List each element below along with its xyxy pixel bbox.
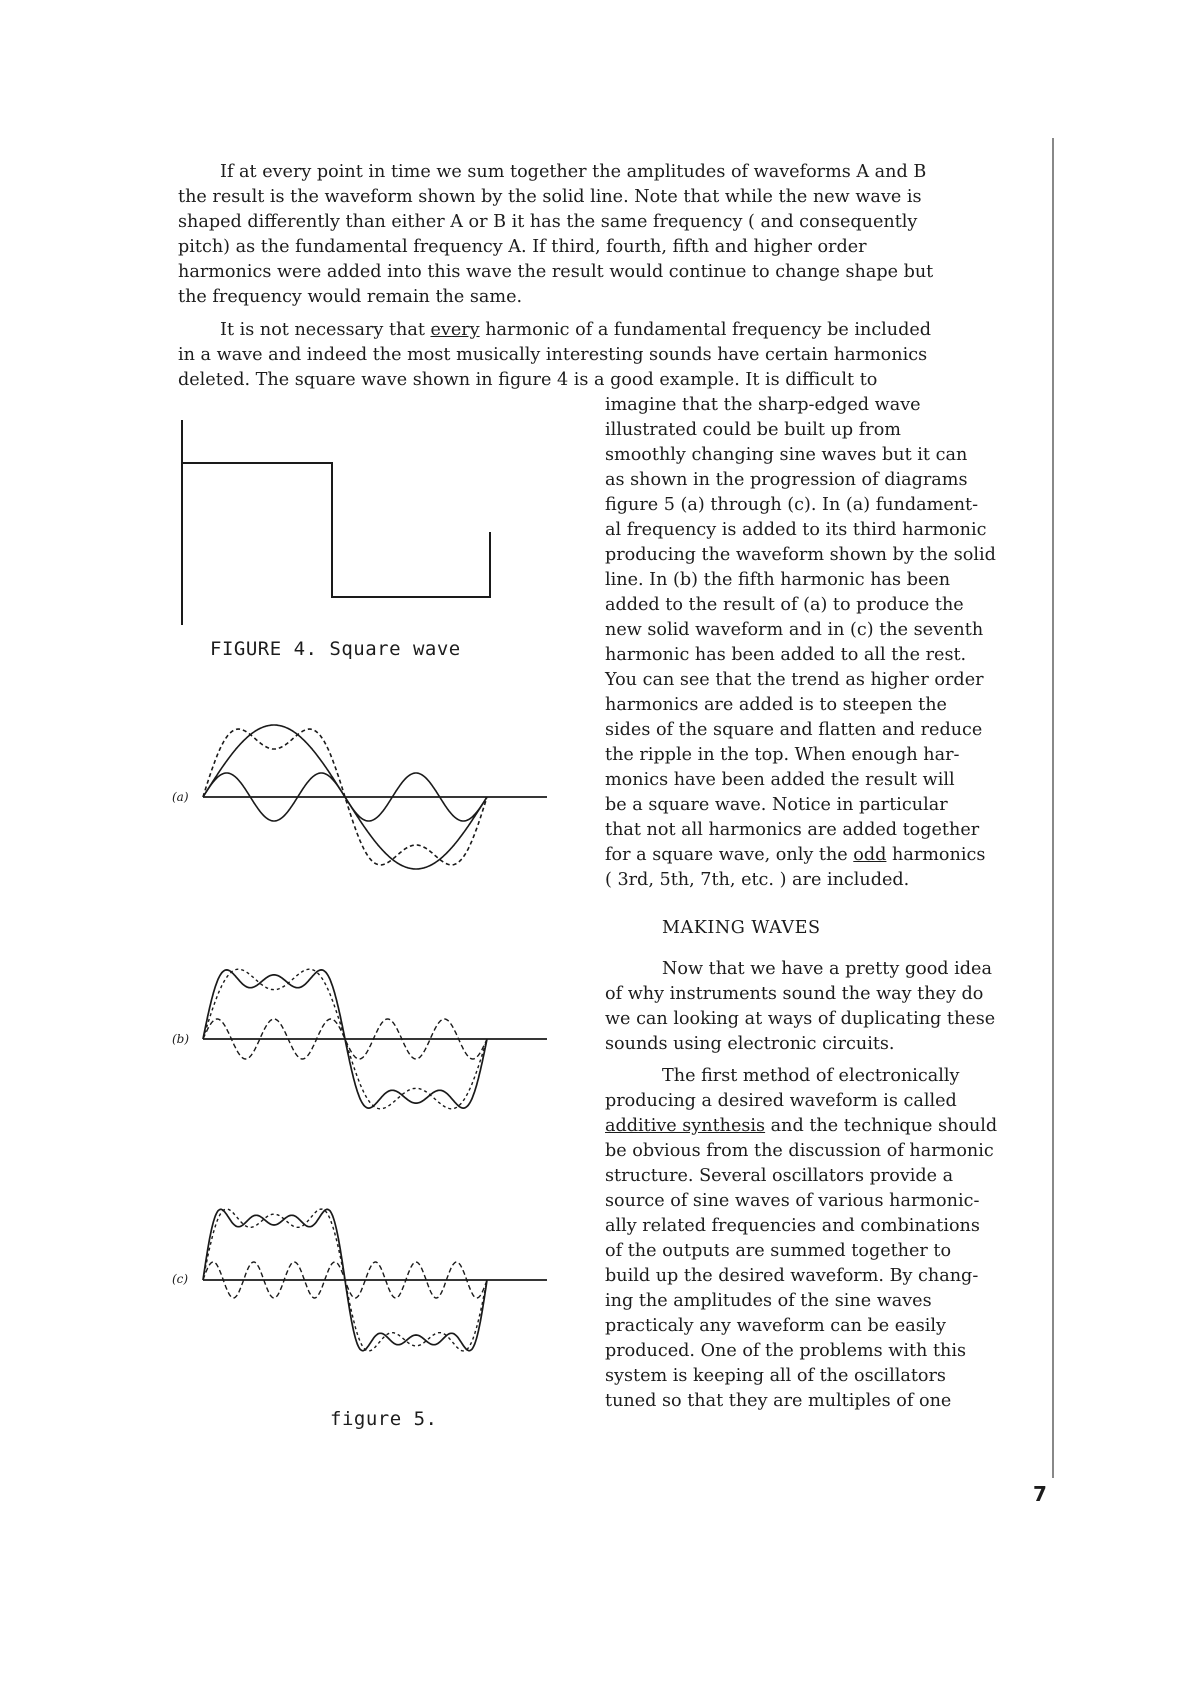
figure-5c-label: (c) bbox=[172, 1272, 189, 1286]
text-line: harmonics are added is to steepen the bbox=[605, 695, 947, 715]
text-line: monics have been added the result will bbox=[605, 770, 955, 790]
text-line: be a square wave. Notice in particular bbox=[605, 795, 948, 815]
figure-5a-diagram bbox=[175, 700, 555, 880]
text-line: ing the amplitudes of the sine waves bbox=[605, 1291, 932, 1311]
text-line: system is keeping all of the oscillators bbox=[605, 1366, 946, 1386]
margin-rule bbox=[1052, 138, 1054, 1478]
text-line: ally related frequencies and combinations bbox=[605, 1216, 980, 1236]
figure-5b-svg bbox=[175, 945, 555, 1125]
text-line: line. In (b) the fifth harmonic has been bbox=[605, 570, 951, 590]
text-line: of why instruments sound the way they do bbox=[605, 984, 984, 1004]
text-line: we can looking at ways of duplicating these bbox=[605, 1009, 996, 1029]
underlined-word: every bbox=[430, 320, 480, 340]
text-line: structure. Several oscillators provide a bbox=[605, 1166, 954, 1186]
underlined-term: additive synthesis bbox=[605, 1116, 766, 1136]
text-line: al frequency is added to its third harmonic bbox=[605, 520, 987, 540]
intro-paragraph bbox=[178, 160, 933, 310]
text-segment: for a square wave, only the bbox=[605, 845, 854, 865]
text-line: added to the result of (a) to produce the bbox=[605, 595, 964, 615]
figure-5b-label: (b) bbox=[172, 1032, 190, 1046]
text-line: new solid waveform and in (c) the seventh bbox=[605, 620, 984, 640]
text-line: imagine that the sharp-edged wave bbox=[605, 395, 921, 415]
text-line: You can see that the trend as higher order bbox=[605, 670, 984, 690]
text-line: in a wave and indeed the most musically interesting sounds have certain harmonics bbox=[178, 345, 928, 365]
text-line: If at every point in time we sum together the amplitudes of waveforms A and B bbox=[220, 162, 927, 182]
text-line: the result is the waveform shown by the solid line. Note that while the new wave is bbox=[178, 187, 922, 207]
text-line: producing a desired waveform is called bbox=[605, 1091, 957, 1111]
text-line: that not all harmonics are added together bbox=[605, 820, 980, 840]
text-segment: harmonics bbox=[886, 845, 986, 865]
square-wave-diagram bbox=[170, 415, 510, 630]
text-segment: and the technique should bbox=[765, 1116, 998, 1136]
text-line: sides of the square and flatten and reduce bbox=[605, 720, 983, 740]
underlined-word: odd bbox=[853, 845, 887, 865]
figure-4-square-wave bbox=[170, 415, 510, 630]
text-line: producing the waveform shown by the solid bbox=[605, 545, 996, 565]
text-line bbox=[605, 843, 996, 868]
figure-4-caption: FIGURE 4. Square wave bbox=[210, 638, 461, 660]
text-line: sounds using electronic circuits. bbox=[605, 1034, 895, 1054]
text-line bbox=[178, 318, 931, 343]
text-line: harmonic has been added to all the rest. bbox=[605, 645, 967, 665]
text-line: The first method of electronically bbox=[662, 1066, 960, 1086]
figure-5-caption: figure 5. bbox=[330, 1408, 438, 1430]
text-line: ( 3rd, 5th, 7th, etc. ) are included. bbox=[605, 870, 910, 890]
figure-5b-diagram bbox=[175, 945, 555, 1125]
text-line: as shown in the progression of diagrams bbox=[605, 470, 968, 490]
text-line: illustrated could be built up from bbox=[605, 420, 901, 440]
text-line: be obvious from the discussion of harmonic bbox=[605, 1141, 994, 1161]
text-line: pitch) as the fundamental frequency A. If third, fourth, fifth and higher order bbox=[178, 237, 867, 257]
text-line: the frequency would remain the same. bbox=[178, 287, 523, 307]
text-line: source of sine waves of various harmonic- bbox=[605, 1191, 980, 1211]
text-line: figure 5 (a) through (c). In (a) fundament- bbox=[605, 495, 979, 515]
text-line: smoothly changing sine waves but it can bbox=[605, 445, 968, 465]
text-line: harmonics were added into this wave the result would continue to change shape but bbox=[178, 262, 934, 282]
figure-5c-svg bbox=[175, 1185, 555, 1365]
text-line: produced. One of the problems with this bbox=[605, 1341, 967, 1361]
figure-5c-diagram bbox=[175, 1185, 555, 1365]
right-column-paragraph bbox=[605, 393, 996, 893]
figure-5a-label: (a) bbox=[172, 790, 189, 804]
square-wave-line bbox=[182, 463, 490, 597]
section-heading: MAKING WAVES bbox=[662, 918, 821, 938]
text-line: of the outputs are summed together to bbox=[605, 1241, 952, 1261]
page-number: 7 bbox=[1033, 1482, 1047, 1506]
text-segment: harmonic of a fundamental frequency be included bbox=[479, 320, 932, 340]
text-line: Now that we have a pretty good idea bbox=[662, 959, 992, 979]
text-line: practicaly any waveform can be easily bbox=[605, 1316, 946, 1336]
text-line: deleted. The square wave shown in figure 4 is a good example. It is difficult to bbox=[178, 370, 878, 390]
text-segment: It is not necessary that bbox=[220, 320, 431, 340]
text-line bbox=[605, 1114, 997, 1139]
text-line: tuned so that they are multiples of one bbox=[605, 1391, 952, 1411]
making-waves-paragraph bbox=[605, 957, 995, 1057]
text-line: build up the desired waveform. By chang- bbox=[605, 1266, 979, 1286]
additive-synthesis-paragraph bbox=[605, 1064, 997, 1414]
text-line: shaped differently than either A or B it has the same frequency ( and consequently bbox=[178, 212, 918, 232]
figure-5a-svg bbox=[175, 700, 555, 880]
second-paragraph bbox=[178, 318, 931, 393]
text-line: the ripple in the top. When enough har- bbox=[605, 745, 960, 765]
